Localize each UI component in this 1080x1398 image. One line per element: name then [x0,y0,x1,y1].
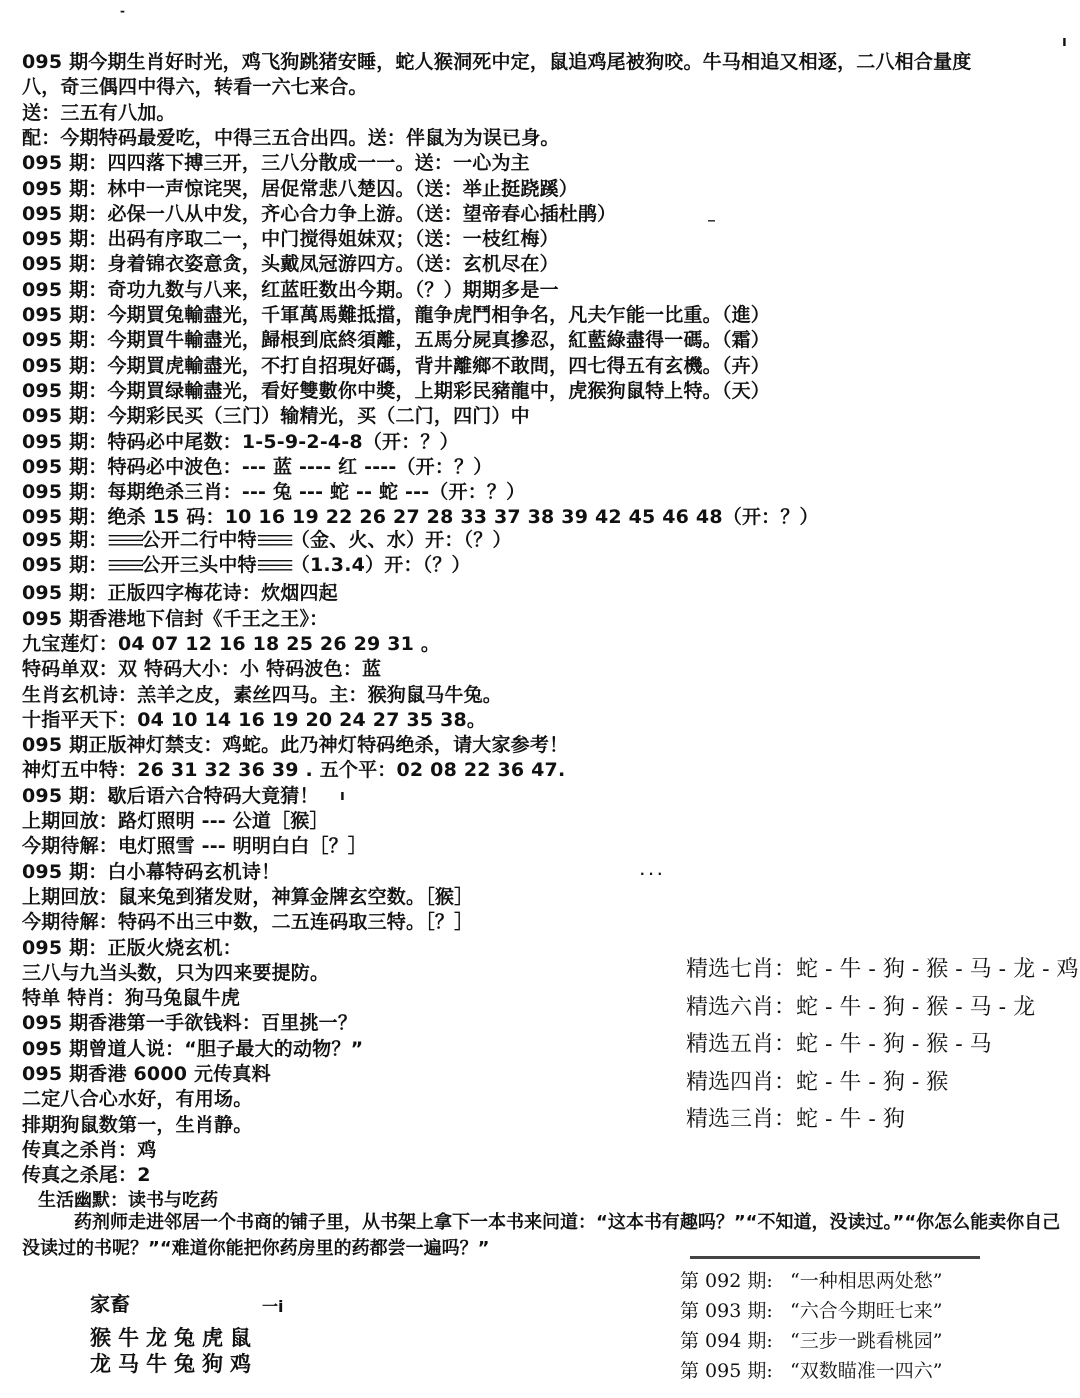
text-line: 上期回放：路灯照明 --- 公道［猴］ [22,810,329,832]
text-line: 送：三五有八加。 [22,101,176,124]
glyph-line-2-suffix: （1.3.4）开：（？） [290,554,471,576]
history-label: 第 095 期: [680,1360,773,1382]
text-line: 八，奇三偶四中得六，转看一六七来合。 [22,76,368,99]
history-row [680,1298,942,1324]
joke-title: 生活幽默：读书与吃药 [38,1190,218,1211]
text-line: 095 期：出码有序取二一，中门搅得姐妹双；（送：一枝红梅） [22,228,559,251]
text-line: 095 期：今期買绿輸盡光，看好雙數你中獎，上期彩民豬龍中，虎猴狗鼠特上特。（天） [22,379,770,402]
triple-bar-icon: ☰☰☰ [256,531,291,550]
text-line: 配：今期特码最爱吃，中得三五合出四。送：伴鼠为为误已身。 [22,126,560,149]
text-line: 095 期：正版四字梅花诗：炊烟四起 [22,582,338,605]
text-line: 095 期香港地下信封《千王之王》： [22,607,329,630]
text-line: 095 期：正版火烧玄机： [22,936,242,959]
history-text: “三步一跳看桃园” [790,1330,943,1352]
text-line: 特码单双：双 特码大小：小 特码波色：蓝 [22,658,382,681]
text-line: 095 期：每期绝杀三肖：--- 兔 --- 蛇 -- 蛇 ---（开：？） [22,481,526,504]
text-line: 095 期：歇后语六合特码大竟猜！ [22,784,319,807]
text-line: 095 期：今期彩民买（三门）输精光，买（二门，四门）中 [22,405,530,428]
history-row [680,1358,942,1384]
triple-bar-icon: ☰☰☰ [107,556,142,575]
text-line: 095 期：特码必中尾数：1-5-9-2-4-8（开：？） [22,430,459,453]
text-line: 今期待解：特码不出三中数，二五连码取三特。［？］ [22,911,474,934]
history-label: 第 092 期: [680,1270,773,1292]
history-text: “一种相思两处愁” [790,1270,943,1292]
glyph-line-1-mid: 公开二行中特 [141,529,257,551]
text-line: 特单 特肖：狗马兔鼠牛虎 [22,987,241,1010]
text-line: 095 期：绝杀 15 码：10 16 19 22 26 27 28 33 37 38 39 42 45 46 48（开：？） [22,506,819,529]
livestock-fragment: 一i [262,1297,284,1316]
text-line: 095 期香港 6000 元传真料 [22,1063,271,1085]
text-line: 095 期：特码必中波色：--- 蓝 ---- 红 ----（开：？） [22,455,493,478]
selection-item: 精选三肖：蛇 - 牛 - 狗 [686,1107,905,1132]
text-line: 三八与九当头数，只为四来要提防。 [22,961,330,984]
text-line: 095 期正版神灯禁支：鸡蛇。此乃神灯特码绝杀，请大家参考！ [22,734,569,757]
livestock-row-2-clip [90,1348,270,1378]
speck-mark: - [120,4,125,18]
joke-body: 药剂师走进邻居一个书商的铺子里，从书架上拿下一本书来问道：“这本书有趣吗？”“不知道，没读过。”“你怎么能卖你自己没读过的书呢？”“难道你能把你药房里的药都尝一遍吗？” [22,1212,1061,1259]
text-line: 传真之杀肖：鸡 [22,1138,157,1161]
text-line: 排期狗鼠数第一，生肖静。 [22,1113,253,1136]
speck-mark: _ [708,206,715,222]
text-line: 今期待解：电灯照雪 --- 明明白白［？］ [22,835,368,858]
livestock-row-2: 龙马牛兔狗鸡 [90,1351,258,1376]
text-line: 095 期：身着锦衣姿意贪，头戴凤冠游四方。（送：玄机尽在） [22,253,559,276]
text-line: 生肖玄机诗：羔羊之皮，素丝四马。主：猴狗鼠马牛兔。 [22,683,503,706]
text-line: 095 期：奇功九数与八来，红蓝旺数出今期。（？）期期多是一 [22,278,559,301]
text-line: 095 期：今期買牛輸盡光，歸根到底終須離，五馬分屍真摻忍，紅藍綠盡得一碼。（霜） [22,329,770,352]
speck-mark: ı [340,788,345,804]
glyph-line-2 [22,553,471,578]
text-line: 095 期今期生肖好时光，鸡飞狗跳猪安睡，蛇人猴洞死中定，鼠追鸡尾被狗咬。牛马相追又相逐，二八相合量度 [22,51,972,73]
text-line: 神灯五中特：26 31 32 36 39 . 五个平：02 08 22 36 47. [22,759,566,782]
text-line: 九宝莲灯：04 07 12 16 18 25 26 29 31 。 [22,632,441,655]
selection-item: 精选五肖：蛇 - 牛 - 狗 - 猴 - 马 [686,1032,992,1057]
glyph-line-1 [22,528,512,553]
text-line: 095 期：必保一八从中发，齐心合力争上游。（送：望帝春心插杜鹃） [22,202,617,225]
text-line: 095 期：林中一声惊诧哭，居促常悲八楚囚。（送：举止挺跷蹊） [22,177,578,200]
selection-item: 精选四肖：蛇 - 牛 - 狗 - 猴 [686,1069,949,1095]
triple-bar-icon: ☰☰☰ [107,531,142,550]
livestock-title: 家畜 [90,1292,130,1316]
triple-bar-icon: ☰☰☰ [256,556,291,575]
selection-item: 精选六肖：蛇 - 牛 - 狗 - 猴 - 马 - 龙 [686,994,1036,1020]
history-text: “双数瞄准一四六” [790,1360,943,1382]
history-label: 第 094 期: [680,1330,773,1352]
text-line: 095 期：白小幕特码玄机诗！ [22,860,281,883]
text-line: 十指平天下：04 10 14 16 19 20 24 27 35 38。 [22,708,487,731]
speck-mark: . . . [640,864,663,878]
speck-mark: ı [1062,34,1067,50]
history-row [680,1268,942,1294]
text-line: 传真之杀尾：2 [22,1164,151,1187]
history-row [680,1328,942,1354]
text-line: 上期回放：鼠来兔到猪发财，神算金牌玄空数。［猴］ [22,885,474,908]
text-line: 095 期曾道人说：“胆子最大的动物？” [22,1037,364,1060]
text-line: 095 期：今期買虎輸盡光，不打自招現好碼，背井離鄉不敢問，四七得五有玄機。（卉） [22,354,770,377]
glyph-line-1-suffix: （金、火、水）开：（？） [290,529,512,551]
glyph-line-2-prefix: 095 期： [22,554,108,576]
glyph-line-1-prefix: 095 期： [22,529,108,551]
selection-item: 精选七肖：蛇 - 牛 - 狗 - 猴 - 马 - 龙 - 鸡 [686,957,1079,982]
history-label: 第 093 期: [680,1300,773,1322]
text-line: 095 期：四四落下搏三开，三八分散成一一。送：一心为主 [22,152,530,175]
text-line: 095 期：今期買兔輸盡光，千軍萬馬難抵擋，龍争虎鬥相争名，凡夫乍能一比重。（進） [22,304,770,326]
text-line: 二定八合心水好，有用场。 [22,1088,253,1111]
livestock-row-1: 猴牛龙兔虎鼠 [90,1325,258,1350]
history-header-strip [690,1244,980,1259]
history-text: “六合今期旺七来” [790,1300,943,1322]
glyph-line-2-mid: 公开三头中特 [141,554,257,576]
text-line: 095 期香港第一手欲钱料：百里挑一？ [22,1012,358,1035]
